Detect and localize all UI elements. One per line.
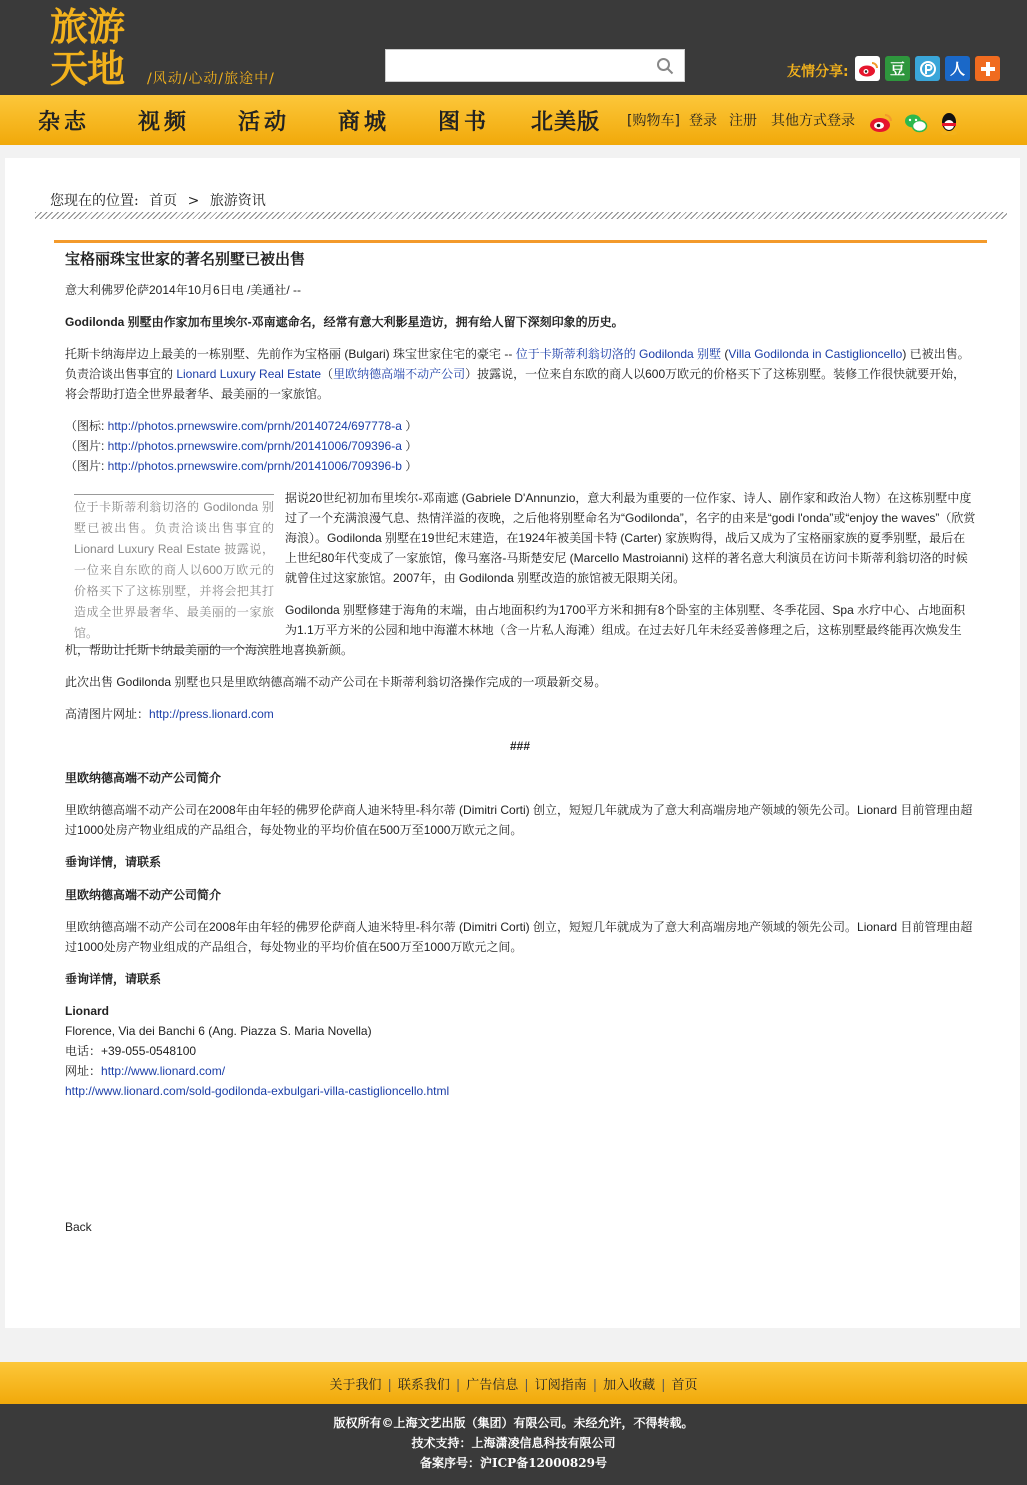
address: Florence, Via dei Banchi 6 (Ang. Piazza S. Maria Novella)	[65, 1024, 372, 1038]
nav-item-events[interactable]: 活动	[238, 110, 291, 135]
search-icon[interactable]	[656, 57, 674, 75]
breadcrumb-separator: >	[187, 193, 200, 209]
intro-paragraph-2	[65, 917, 980, 957]
website-row	[65, 1061, 449, 1081]
p2-line: 就曾住过这家旅馆。2007年，由 Godilonda 别墅改造的旅馆被无限期关闭。	[285, 571, 686, 585]
other-login-link[interactable]: 其他方式登录	[771, 113, 855, 129]
nav-item-na-edition[interactable]: 北美版	[531, 110, 601, 135]
slogan: /风动/心动/旅途中/	[147, 71, 275, 87]
hd-image-row	[65, 704, 274, 724]
photo-suffix: ）	[401, 419, 418, 433]
photo-link-row	[65, 456, 417, 476]
end-marker: ###	[510, 739, 531, 753]
villa-godilonda-en-link[interactable]: Villa Godilonda in Castiglioncello	[728, 347, 903, 361]
p1-text-f: ）披露说，一位来自东欧的商人以600万欧元的价格买下了这栋别墅。装修工作很快就要开始，	[465, 367, 966, 381]
breadcrumb-home[interactable]: 首页	[149, 193, 178, 209]
lionard-en-link[interactable]: Lionard Luxury Real Estate	[176, 367, 322, 381]
footer-separator: |	[455, 1378, 461, 1393]
paragraph-2	[285, 488, 980, 588]
article-title: 宝格丽珠宝世家的著名别墅已被出售	[65, 250, 306, 268]
footer-separator: |	[592, 1378, 598, 1393]
p2-line: 上世纪80年代变成了一家旅馆，像马塞洛-马斯楚安尼 (Marcello Mastroianni) 这样的著名意大利演员在访问卡斯蒂利翁切洛的时候	[285, 551, 968, 565]
lead-paragraph	[65, 312, 624, 332]
copyright: 版权所有©上海文艺出版（集团）有限公司。未经允许，不得转载。	[333, 1416, 694, 1430]
sold-villa-link[interactable]: http://www.lionard.com/sold-godilonda-exbulgari-villa-castiglioncello.html	[65, 1084, 450, 1098]
wechat-login-icon[interactable]	[903, 110, 929, 136]
hd-image-link[interactable]: http://press.lionard.com	[149, 707, 274, 721]
contact-heading-2: 垂询详情，请联系	[65, 972, 162, 986]
more-share-icon[interactable]	[975, 56, 1000, 81]
p2-line: 据说20世纪初加布里埃尔-邓南遮 (Gabriele D'Annunzio，意大利最为重要的一位作家、诗人、剧作家和政治人物）在这栋别墅中度	[285, 491, 972, 505]
search-box[interactable]	[385, 49, 685, 82]
contact-heading: 垂询详情，请联系	[65, 855, 162, 869]
intro-line: 里欧纳德高端不动产公司在2008年由年轻的佛罗伦萨商人迪米特里-科尔蒂 (Dimitri Corti) 创立，短短几年就成为了意大利高端房地产领域的领先公司。Lionard 目前管理由超	[65, 803, 973, 817]
tech-support: 技术支持：上海潇凌信息科技有限公司	[411, 1436, 616, 1450]
web-label: 网址：	[65, 1064, 102, 1078]
site-logo[interactable]	[50, 6, 140, 90]
weibo-icon[interactable]	[855, 56, 880, 81]
lead-bold: Godilonda	[65, 315, 125, 329]
dateline: 意大利佛罗伦萨2014年10月6日电 /美通社/ --	[65, 283, 302, 297]
back-link[interactable]: Back	[65, 1220, 92, 1234]
photo-link-1[interactable]: http://photos.prnewswire.com/prnh/20140724/697778-a	[107, 419, 402, 433]
footer-separator: |	[524, 1378, 529, 1393]
breadcrumb-label: 您现在的位置:	[50, 193, 139, 209]
top-header	[0, 0, 1027, 95]
breadcrumb	[50, 190, 272, 210]
nav-item-magazine[interactable]: 杂志	[38, 110, 91, 135]
photo-link-row	[65, 436, 417, 456]
footer-link-ads[interactable]: 广告信息	[466, 1378, 519, 1393]
photo-link-2[interactable]: http://photos.prnewswire.com/prnh/20141006/709396-a	[107, 439, 402, 453]
p1-text-c: ) 已被出售。	[902, 347, 970, 361]
nav-item-books[interactable]: 图书	[438, 110, 491, 135]
p1-text-b: (	[721, 347, 729, 361]
nav-item-shop[interactable]: 商城	[338, 110, 391, 135]
intro-heading: 里欧纳德高端不动产公司简介	[65, 771, 222, 785]
footer-separator: |	[387, 1378, 392, 1393]
company-name: Lionard	[65, 1004, 109, 1018]
footer-link-home[interactable]: 首页	[671, 1378, 698, 1393]
intro-line: 过1000处房产物业组成的产品组合，每处物业的平均价值在500万至1000万欧元之间。	[65, 823, 523, 837]
phone: 电话：+39-055-0548100	[65, 1044, 197, 1058]
paragraph-4: 此次出售 Godilonda 别墅也只是里欧纳德高端不动产公司在卡斯蒂利翁切洛操作完成的一项最新交易。	[65, 675, 607, 689]
intro-heading-2: 里欧纳德高端不动产公司简介	[65, 888, 222, 902]
share-icons	[855, 56, 1000, 81]
footer-links	[0, 1374, 1027, 1393]
footer-link-contact[interactable]: 联系我们	[397, 1378, 450, 1393]
footer-link-bookmark[interactable]: 加入收藏	[603, 1378, 656, 1393]
website-link[interactable]: http://www.lionard.com/	[101, 1064, 226, 1078]
p1-text-e: （	[321, 367, 334, 381]
nav-item-video[interactable]: 视频	[138, 110, 191, 135]
cart-link[interactable]: [购物车]	[627, 113, 680, 129]
footer-separator: |	[661, 1378, 666, 1393]
p1-text-d: 负责洽谈出售事宜的	[65, 367, 177, 381]
search-input[interactable]	[386, 50, 652, 81]
p3-line: 为1.1万平方米的公园和地中海灌木林地（含一片私人海滩）组成。在过去好几年未经妥善修理之后，这栋别墅最终能再次焕发生	[285, 623, 962, 637]
p3-line: Godilonda 别墅修建于海角的末端，由占地面积约为1700平方米和拥有8个卧室的主体别墅、冬季花园、Spa 水疗中心、占地面积	[285, 603, 966, 617]
photo-link-3[interactable]: http://photos.prnewswire.com/prnh/20141006/709396-b	[107, 459, 402, 473]
photo-suffix: ）	[401, 439, 418, 453]
photo-suffix: ）	[401, 459, 418, 473]
footer-link-about[interactable]: 关于我们	[329, 1378, 382, 1393]
hd-label: 高清图片网址：	[65, 707, 150, 721]
douban-icon[interactable]: 豆	[885, 56, 910, 81]
p2-line: 过了一个充满浪漫气息、热情洋溢的夜晚，之后他将别墅命名为“Godilonda”，名字的由来是“godi l'onda”或“enjoy the waves”（欣赏	[285, 511, 976, 525]
share-label: 友情分享:	[787, 64, 849, 80]
logo-line2: 天地	[50, 47, 125, 91]
p1-text-g: 将会帮助打造全世界最奢华、最美丽的一家旅馆。	[65, 387, 330, 401]
p1-text-a: 托斯卡纳海岸边上最美的一栋别墅、先前作为宝格丽 (Bulgari) 珠宝世家住宅的豪宅 --	[65, 347, 516, 361]
ipai-icon[interactable]	[915, 56, 940, 81]
intro-line: 过1000处房产物业组成的产品组合，每处物业的平均价值在500万至1000万欧元之间。	[65, 940, 523, 954]
lionard-cn-link[interactable]: 里欧纳德高端不动产公司	[333, 367, 466, 381]
photo-link-row	[65, 416, 417, 436]
photo-prefix: （图标:	[65, 419, 108, 433]
register-link[interactable]: 注册	[729, 113, 757, 129]
weibo-login-icon[interactable]	[868, 110, 894, 136]
breadcrumb-current[interactable]: 旅游资讯	[209, 193, 266, 209]
qq-login-icon[interactable]	[936, 110, 962, 136]
login-link[interactable]: 登录	[689, 113, 717, 129]
p2-line: 海浪）。Godilonda 别墅在19世纪末建造，在1924年被美国卡特 (Carter) 家族购得，战后又成为了宝格丽家族的夏季别墅，最后在	[285, 531, 966, 545]
paragraph-1	[65, 344, 977, 404]
logo-line1: 旅游	[50, 5, 125, 49]
photo-prefix: （图片:	[65, 459, 108, 473]
paragraph-3	[285, 600, 980, 640]
intro-line: 里欧纳德高端不动产公司在2008年由年轻的佛罗伦萨商人迪米特里-科尔蒂 (Dimitri Corti) 创立，短短几年就成为了意大利高端房地产领域的领先公司。Lionard 目前管理由超	[65, 920, 973, 934]
lead-rest: 别墅由作家加布里埃尔-邓南遮命名，经常有意大利影星造访，拥有给人留下深刻印象的历史。	[124, 315, 624, 329]
footer-link-subscribe[interactable]: 订阅指南	[534, 1378, 587, 1393]
p3-last-line: 机，帮助让托斯卡纳最美丽的一个海滨胜地喜换新颜。	[65, 643, 354, 657]
icp-number: 备案序号：沪ICP备12000829号	[420, 1456, 607, 1470]
contact-block	[65, 1001, 449, 1101]
photo-prefix: （图片:	[65, 439, 108, 453]
intro-paragraph	[65, 800, 980, 840]
pull-quote: 位于卡斯蒂利翁切洛的 Godilonda 别墅已被出售。负责洽谈出售事宜的 Lionard Luxury Real Estate 披露说，一位来自东欧的商人以600万欧元的价格买下了这栋别墅，并将会把其打造成全世界最奢华、最美丽的一家旅馆。	[74, 494, 274, 648]
photo-links	[65, 416, 417, 476]
godilonda-villa-link[interactable]: 位于卡斯蒂利翁切洛的 Godilonda 别墅	[515, 347, 722, 361]
hatch-divider	[35, 212, 1007, 219]
renren-icon[interactable]: 人	[945, 56, 970, 81]
title-rule	[54, 240, 987, 243]
